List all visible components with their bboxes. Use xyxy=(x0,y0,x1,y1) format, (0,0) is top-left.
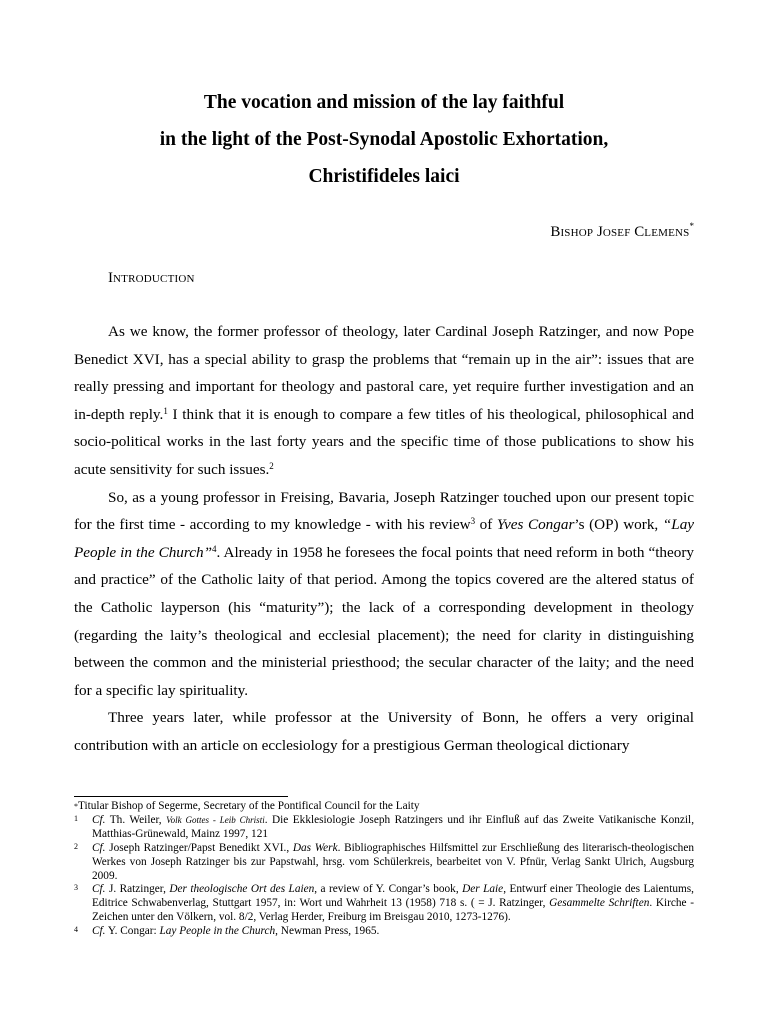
title-line-1: The vocation and mission of the lay faithful xyxy=(203,92,565,113)
footnote-divider xyxy=(74,796,288,797)
title-line-2: in the light of the Post-Synodal Apostolic Exhortation, xyxy=(159,129,609,150)
author-smallcaps: LEMENS xyxy=(644,227,690,239)
footnote-marker: 2 xyxy=(74,841,78,851)
italic-work-title: Gesammelte Schriften xyxy=(549,897,650,910)
paragraph-3: Three years later, while professor at the University of Bonn, he offers a very original contribution with an article on ecclesiology for a prestigious German theological dictionary xyxy=(74,709,694,754)
footnote-2: 2 Cf. Joseph Ratzinger/Papst Benedikt XVI., Das Werk. Bibliographisches Hilfsmittel zur Erschließung des literarisch-theologischen Werkes von Joseph Ratzinger bis zur Papstwahl, hrsg. vom Schülerkreis, bearbeitet von V. Pfnür, Verlag Sankt Ulrich, Augsburg 2009. xyxy=(74,841,694,882)
author-smallcaps: ISHOP xyxy=(560,227,594,239)
body-text xyxy=(74,318,694,760)
footnote-ref-2[interactable]: 2 xyxy=(269,460,274,471)
footnote-marker: 4 xyxy=(74,925,78,935)
footnote-marker: 1 xyxy=(74,813,78,823)
italic-name: Yves Congar xyxy=(496,516,575,534)
article-title xyxy=(0,84,768,195)
footnote-ref-4[interactable]: 4 xyxy=(212,543,217,554)
italic-work-title: Der theologische Ort des Laien xyxy=(169,883,315,896)
italic-work-title: Volk Gottes - Leib Christi xyxy=(166,814,265,825)
footnote-marker: * xyxy=(74,802,78,811)
footnote-star: *Titular Bishop of Segerme, Secretary of the Pontifical Council for the Laity xyxy=(74,800,420,812)
footnote-3: 3 Cf. J. Ratzinger, Der theologische Ort des Laien, a review of Y. Congar’s book, Der Laie, Entwurf einer Theologie des Laientums, Editrice Schwabenverlag, Stuttgart 1957, in: Wort und Wahrheit 13 (1958) 718 s. ( = J. Ratzinger, Gesammelte Schriften. Kirche - Zeichen unter den Völkern, vol. 8/2, Verlag Herder, Freiburg im Breisgau 2010, 1273-1276). xyxy=(74,883,694,924)
footnote-marker: 3 xyxy=(74,883,78,893)
footnotes xyxy=(74,800,694,939)
author-initial: C xyxy=(634,224,645,240)
italic-work-title: “Lay People in the Church” xyxy=(74,516,695,561)
italic-work-title: Das Werk xyxy=(292,841,338,854)
footnote-ref-3[interactable]: 3 xyxy=(470,516,476,527)
paragraph-2: So, as a young professor in Freising, Bavaria, Joseph Ratzinger touched upon our present topic for the first time - according to my knowledge - with his review$^3$ of Yves Congar’s (OP) work, “Lay People in the Church”$^4$. Already in 1958 he foresees the focal points that need reform in both “theory and practice” of the Catholic laity of that period. Among the topics covered are the altered status of the Catholic layperson (his “maturity”); the lack of a corresponding development in theology (regarding the laity’s theological and ecclesial placement); the need for clarity in distinguishing between the common and the ministerial priesthood; the secular character of the laity; and the need for a specific lay spirituality. xyxy=(74,488,695,699)
section-initial: I xyxy=(108,270,113,286)
footnote-4: 4 Cf. Y. Congar: Lay People in the Church, Newman Press, 1965. xyxy=(74,925,380,938)
footnote-1: 1 Cf. Th. Weiler, Volk Gottes - Leib Christi. Die Ekklesiologie Joseph Ratzingers und ihr Einfluß auf das Zweite Vatikanische Konzil, Matthias-Grünewald, Mainz 1997, 121 xyxy=(74,813,695,840)
author-initial: J xyxy=(596,224,603,240)
section-smallcaps: NTRODUCTION xyxy=(113,273,195,285)
author-initial: B xyxy=(550,224,561,240)
title-line-3: Christifideles laici xyxy=(308,166,460,187)
author-footnote-marker[interactable]: * xyxy=(689,221,694,231)
author-smallcaps: OSEF xyxy=(602,227,631,239)
paragraph-1: As we know, the former professor of theology, later Cardinal Joseph Ratzinger, and now Pope Benedict XVI, has a special ability to grasp the problems that “remain up in the air”: issues that are really pressing and important for theology and pastoral care, yet require further investigation and an in-depth reply.$^1$ I think that it is enough to compare a few titles of his theological, philosophical and socio-political works in the last forty years and the specific time of those publications to show his acute sensitivity for such issues.$^2$ xyxy=(74,323,694,478)
author-byline xyxy=(550,221,694,241)
section-heading xyxy=(108,270,195,287)
footnote-ref-1[interactable]: 1 xyxy=(163,405,168,416)
italic-work-title: Der Laie xyxy=(462,883,504,896)
italic-work-title: Lay People in the Church xyxy=(159,925,276,938)
